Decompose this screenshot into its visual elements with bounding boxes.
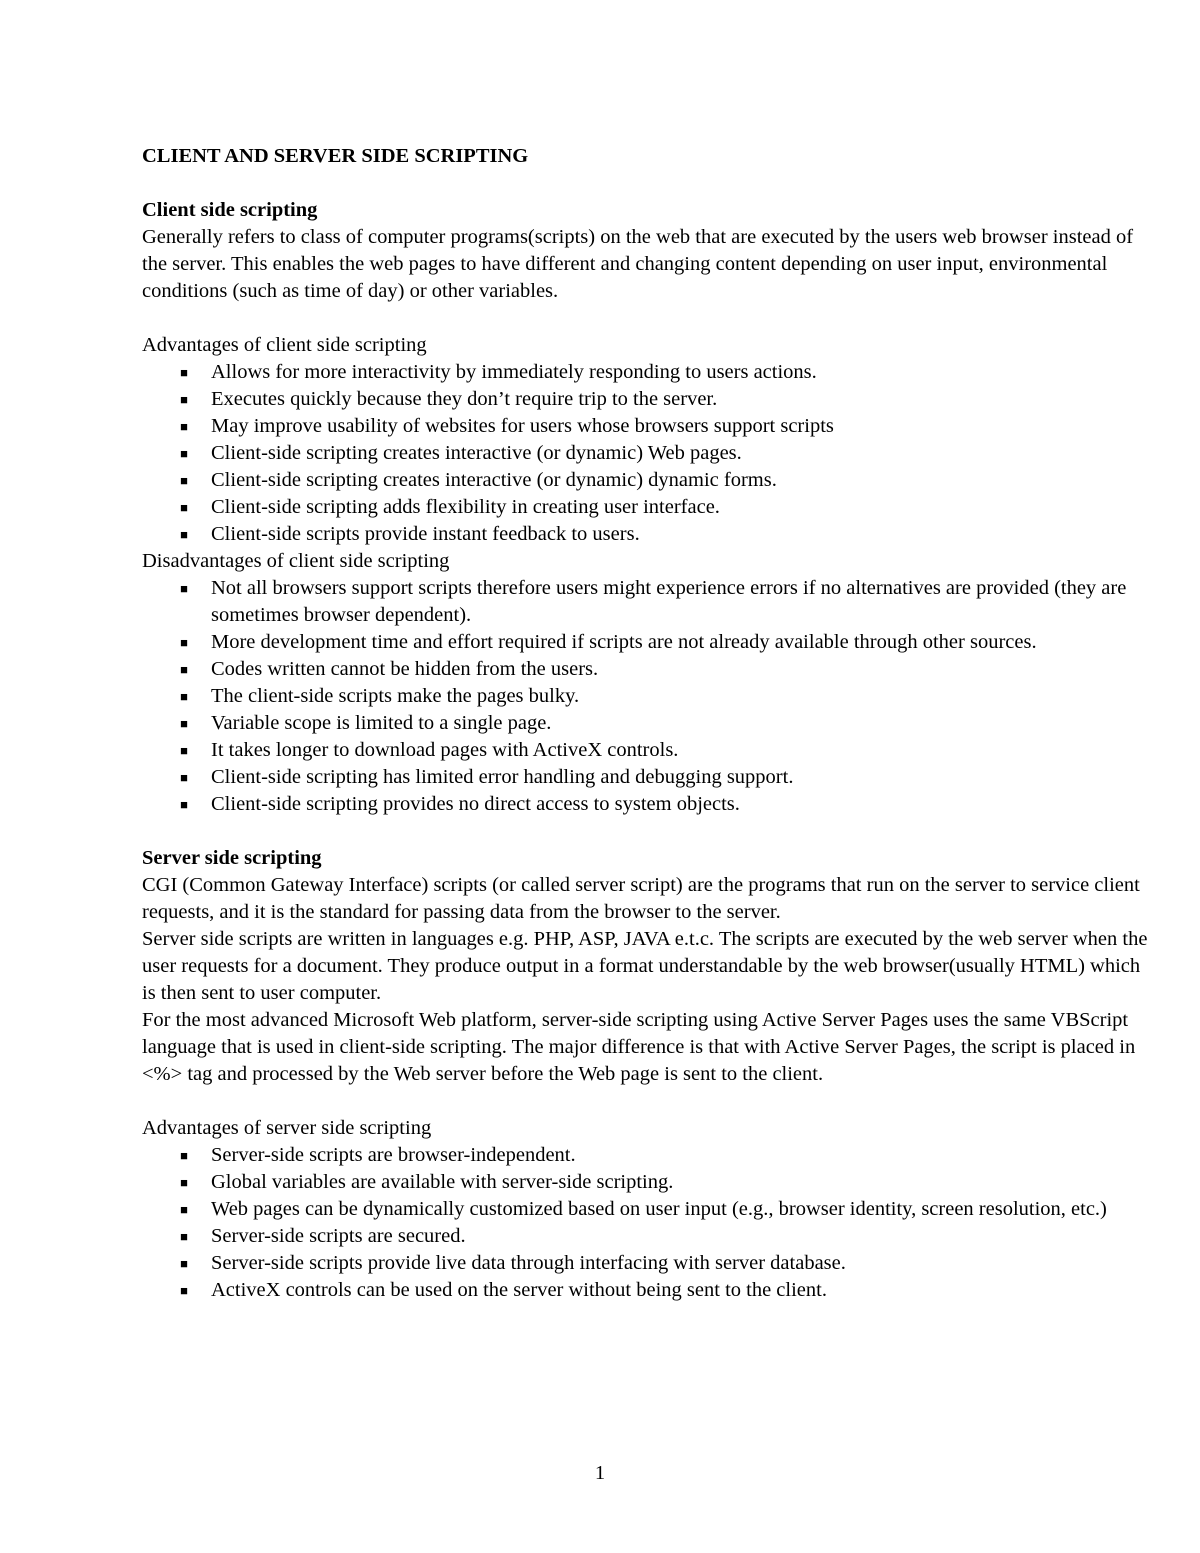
bullet-icon: ■	[180, 743, 188, 758]
bullet-icon: ■	[180, 1202, 188, 1217]
list-item: ■ Not all browsers support scripts therefore users might experience errors if no alternatives are provided (they are sometimes browser dependent).	[142, 575, 1152, 629]
bullet-icon: ■	[180, 1229, 188, 1244]
bullet-icon: ■	[180, 581, 188, 596]
list-item: ■ Client-side scripts provide instant feedback to users.	[142, 521, 1152, 548]
list-item: ■ Server-side scripts provide live data through interfacing with server database.	[142, 1250, 1152, 1277]
page-number: 1	[594, 1462, 606, 1484]
list-item: ■ Codes written cannot be hidden from the users.	[142, 656, 1152, 683]
client-advantages-label: Advantages of client side scripting	[142, 334, 427, 356]
list-item: ■ Client-side scripting provides no direct access to system objects.	[142, 791, 1152, 818]
bullet-icon: ■	[180, 770, 188, 785]
bullet-icon: ■	[180, 1256, 188, 1271]
list-item: ■ Global variables are available with server-side scripting.	[142, 1169, 1152, 1196]
bullet-icon: ■	[180, 797, 188, 812]
list-item: ■ Client-side scripting adds flexibility in creating user interface.	[142, 494, 1152, 521]
bullet-icon: ■	[180, 473, 188, 488]
bullet-icon: ■	[180, 716, 188, 731]
bullet-icon: ■	[180, 1148, 188, 1163]
client-disadvantages-list	[142, 575, 1152, 818]
list-item: ■ It takes longer to download pages with ActiveX controls.	[142, 737, 1152, 764]
bullet-icon: ■	[180, 419, 188, 434]
client-side-heading: Client side scripting	[142, 199, 318, 221]
spacer	[142, 1088, 1152, 1115]
bullet-icon: ■	[180, 689, 188, 704]
list-item: ■ Allows for more interactivity by immediately responding to users actions.	[142, 359, 1152, 386]
bullet-icon: ■	[180, 1175, 188, 1190]
server-side-para-2: Server side scripts are written in languages e.g. PHP, ASP, JAVA e.t.c. The scripts are executed by the web server when the user requests for a document. They produce output in a format understandable by the web browser(usually HTML) which is then sent to user computer.	[142, 928, 1148, 1004]
list-item: ■ Client-side scripting has limited error handling and debugging support.	[142, 764, 1152, 791]
list-item: ■ May improve usability of websites for users whose browsers support scripts	[142, 413, 1152, 440]
list-item: ■ Web pages can be dynamically customized based on user input (e.g., browser identity, screen resolution, etc.)	[142, 1196, 1152, 1223]
client-advantages-list	[142, 359, 1152, 548]
spacer	[142, 170, 1152, 197]
spacer	[142, 305, 1152, 332]
client-disadvantages-label: Disadvantages of client side scripting	[142, 550, 450, 572]
list-item: ■ Executes quickly because they don’t require trip to the server.	[142, 386, 1152, 413]
list-item: ■ Client-side scripting creates interactive (or dynamic) Web pages.	[142, 440, 1152, 467]
server-side-heading: Server side scripting	[142, 847, 322, 869]
bullet-icon: ■	[180, 662, 188, 677]
list-item: ■ Variable scope is limited to a single page.	[142, 710, 1152, 737]
server-side-para-3: For the most advanced Microsoft Web platform, server-side scripting using Active Server Pages uses the same VBScript language that is used in client-side scripting. The major difference is that with Active Server Pages, the script is placed in <%> tag and processed by the Web server before the Web page is sent to the client.	[142, 1009, 1136, 1085]
server-advantages-label: Advantages of server side scripting	[142, 1117, 432, 1139]
server-side-para-1: CGI (Common Gateway Interface) scripts (or called server script) are the programs that run on the server to service client requests, and it is the standard for passing data from the browser to the server.	[142, 874, 1140, 923]
bullet-icon: ■	[180, 1283, 188, 1298]
client-side-intro: Generally refers to class of computer programs(scripts) on the web that are executed by the users web browser instead of the server. This enables the web pages to have different and changing content depending on user input, environmental conditions (such as time of day) or other variables.	[142, 226, 1134, 302]
bullet-icon: ■	[180, 500, 188, 515]
bullet-icon: ■	[180, 446, 188, 461]
bullet-icon: ■	[180, 392, 188, 407]
list-item: ■ Client-side scripting creates interactive (or dynamic) dynamic forms.	[142, 467, 1152, 494]
document-page	[142, 143, 1152, 1304]
bullet-icon: ■	[180, 527, 188, 542]
list-item: ■ The client-side scripts make the pages bulky.	[142, 683, 1152, 710]
list-item: ■ Server-side scripts are secured.	[142, 1223, 1152, 1250]
bullet-icon: ■	[180, 635, 188, 650]
list-item: ■ More development time and effort required if scripts are not already available through other sources.	[142, 629, 1152, 656]
list-item: ■ ActiveX controls can be used on the server without being sent to the client.	[142, 1277, 1152, 1304]
list-item: ■ Server-side scripts are browser-independent.	[142, 1142, 1152, 1169]
document-title: CLIENT AND SERVER SIDE SCRIPTING	[142, 145, 529, 167]
bullet-icon: ■	[180, 365, 188, 380]
server-advantages-list	[142, 1142, 1152, 1304]
spacer	[142, 818, 1152, 845]
